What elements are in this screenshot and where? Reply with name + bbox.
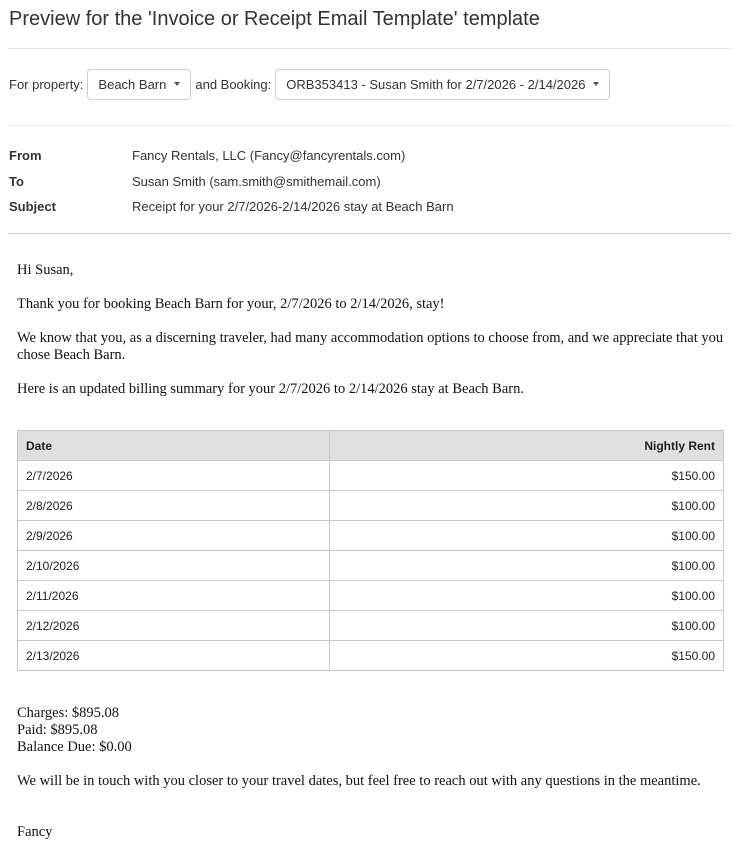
date-cell: 2/8/2026 (18, 491, 330, 521)
caret-down-icon (174, 82, 180, 86)
page-title: Preview for the 'Invoice or Receipt Email Template' template (9, 8, 540, 30)
property-dropdown[interactable] (87, 69, 191, 100)
table-row (18, 521, 724, 551)
paid-total: Paid: $895.08 (17, 722, 98, 738)
subject-value: Receipt for your 2/7/2026-2/14/2026 stay at Beach Barn (132, 199, 454, 215)
closing-paragraph: We will be in touch with you closer to your travel dates, but feel free to reach out with any questions in the meantime. (17, 773, 701, 789)
booking-dropdown-value: ORB353413 - Susan Smith for 2/7/2026 - 2/14/2026 (286, 76, 586, 92)
rent-cell: $150.00 (330, 461, 724, 491)
date-cell: 2/11/2026 (18, 581, 330, 611)
body-paragraph: Thank you for booking Beach Barn for your, 2/7/2026 to 2/14/2026, stay! (17, 296, 445, 312)
rent-cell: $100.00 (330, 551, 724, 581)
divider (8, 125, 731, 126)
body-paragraph: We know that you, as a discerning traveler, had many accommodation options to choose from, and we appreciate that you chose Beach Barn. (17, 330, 724, 363)
header-to (9, 169, 454, 195)
header-subject (9, 194, 454, 220)
body-paragraph: Here is an updated billing summary for your 2/7/2026 to 2/14/2026 stay at Beach Barn. (17, 381, 524, 397)
column-header-nightly-rent: Nightly Rent (330, 431, 724, 461)
preview-filters (9, 68, 614, 100)
greeting: Hi Susan, (17, 262, 74, 278)
date-cell: 2/7/2026 (18, 461, 330, 491)
property-dropdown-value: Beach Barn (98, 76, 167, 92)
divider (8, 48, 731, 49)
billing-table (17, 430, 724, 671)
table-row (18, 641, 724, 671)
email-headers (9, 143, 454, 220)
booking-dropdown[interactable] (275, 69, 610, 100)
rent-cell: $100.00 (330, 611, 724, 641)
to-label: To (9, 173, 24, 189)
from-label: From (9, 148, 42, 164)
subject-label: Subject (9, 199, 56, 215)
date-cell: 2/12/2026 (18, 611, 330, 641)
date-cell: 2/10/2026 (18, 551, 330, 581)
billing-totals (17, 705, 132, 756)
divider (8, 233, 731, 234)
table-row (18, 581, 724, 611)
table-row (18, 461, 724, 491)
signature: Fancy (17, 824, 53, 840)
header-from (9, 143, 454, 169)
rent-cell: $100.00 (330, 581, 724, 611)
booking-label: and Booking: (195, 76, 272, 92)
table-row (18, 611, 724, 641)
balance-due: Balance Due: $0.00 (17, 739, 132, 755)
from-value: Fancy Rentals, LLC (Fancy@fancyrentals.com) (132, 148, 406, 164)
table-row (18, 551, 724, 581)
rent-cell: $150.00 (330, 641, 724, 671)
table-header-row (18, 431, 724, 461)
table-row (18, 491, 724, 521)
rent-cell: $100.00 (330, 491, 724, 521)
column-header-date: Date (18, 431, 330, 461)
property-label: For property: (9, 76, 84, 92)
email-body (17, 262, 727, 415)
rent-cell: $100.00 (330, 521, 724, 551)
caret-down-icon (593, 82, 599, 86)
charges-total: Charges: $895.08 (17, 705, 120, 721)
date-cell: 2/9/2026 (18, 521, 330, 551)
date-cell: 2/13/2026 (18, 641, 330, 671)
to-value: Susan Smith (sam.smith@smithemail.com) (132, 173, 381, 189)
